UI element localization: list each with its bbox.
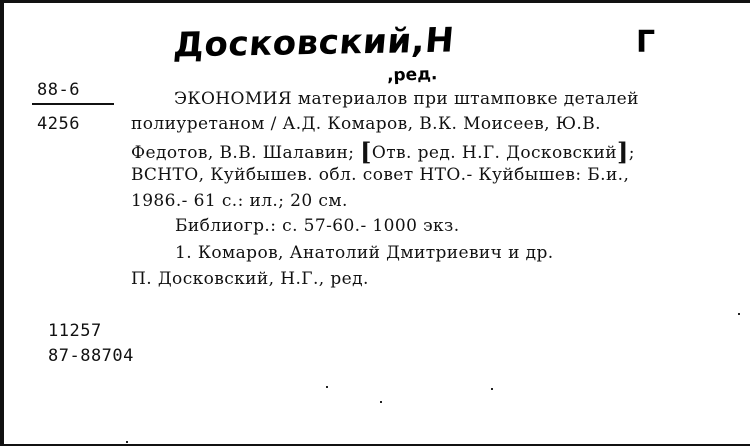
- open-bracket: [: [360, 137, 372, 166]
- footer-number-2: 87-88704: [48, 346, 134, 366]
- entry-publisher-line: ВСНТО, Куйбышев. обл. совет НТО.- Куйбышев: Б.и.,: [131, 165, 630, 185]
- handwritten-heading-name: Досковский,Н: [172, 20, 456, 66]
- entry-bibliography-note: Библиогр.: с. 57-60.- 1000 экз.: [175, 216, 460, 236]
- entry-tracing-2: П. Досковский, Н.Г., ред.: [131, 269, 369, 289]
- speck-mark: [380, 401, 382, 403]
- speck-mark: [326, 386, 328, 388]
- call-number-divider: [32, 103, 114, 105]
- speck-mark: [738, 313, 740, 315]
- footer-number-1: 11257: [48, 321, 102, 341]
- entry-authors-line: полиуретаном / А.Д. Комаров, В.К. Моисеев, Ю.В.: [131, 114, 601, 134]
- speck-mark: [126, 441, 128, 443]
- entry-title-line: ЭКОНОМИЯ материалов при штамповке деталей: [174, 89, 639, 109]
- entry-tracing-1: 1. Комаров, Анатолий Дмитриевич и др.: [175, 243, 554, 263]
- call-number-bottom: 4256: [37, 114, 80, 134]
- entry-line3-post: ;: [628, 143, 635, 163]
- entry-line3-pre: Федотов, В.В. Шалавин;: [131, 143, 355, 163]
- entry-physical-description: 1986.- 61 с.: ил.; 20 см.: [131, 191, 348, 211]
- entry-responsibility-line: [131, 139, 635, 164]
- call-number-top: 88-6: [37, 80, 80, 100]
- handwritten-editor-note: ,ред.: [386, 64, 438, 86]
- handwritten-heading-letter: Г: [636, 25, 656, 60]
- close-bracket: ]: [616, 137, 629, 166]
- speck-mark: [491, 388, 493, 390]
- entry-line3-editor: Отв. ред. Н.Г. Досковский: [371, 143, 617, 163]
